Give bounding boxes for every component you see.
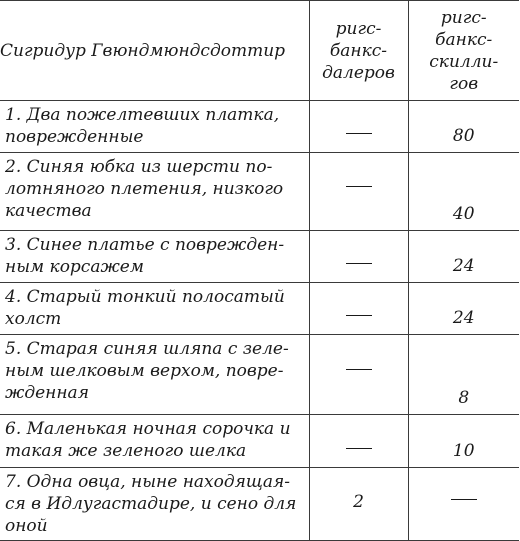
- item-description: [0, 335, 309, 415]
- item-line: ным шелковым верхом, повре-: [5, 361, 284, 381]
- item-description: [0, 283, 309, 335]
- item-description: [0, 468, 309, 541]
- table-row: [0, 335, 519, 415]
- item-line: 2. Синяя юбка из шерсти по-: [5, 157, 273, 177]
- skilling-header-line: банкс-: [435, 29, 493, 50]
- item-line: 6. Маленькая ночная сорочка и: [5, 419, 291, 439]
- daler-value: [309, 283, 408, 335]
- dash-mark: [346, 263, 372, 264]
- dash-mark: [346, 369, 372, 370]
- daler-header-line: далеров: [322, 62, 395, 83]
- table-row: [0, 101, 519, 153]
- table-header-row: [0, 1, 519, 101]
- daler-value: [309, 101, 408, 153]
- item-description: [0, 153, 309, 231]
- item-description: [0, 415, 309, 468]
- skilling-value: 8: [408, 335, 519, 415]
- skilling-value: 24: [408, 283, 519, 335]
- item-line: 5. Старая синяя шляпа с зеле-: [5, 339, 289, 359]
- item-line: 7. Одна овца, ныне находящая-: [5, 472, 291, 492]
- daler-header-line: ригс-: [335, 18, 382, 39]
- daler-column-header: [309, 1, 408, 101]
- table-row: [0, 283, 519, 335]
- item-line: такая же зеленого шелка: [5, 441, 247, 461]
- skilling-value: 80: [408, 101, 519, 153]
- skilling-value: [408, 468, 519, 541]
- item-line: качества: [5, 201, 92, 221]
- skilling-value: 24: [408, 231, 519, 283]
- daler-value: [309, 153, 408, 231]
- daler-value: [309, 231, 408, 283]
- table-row: [0, 231, 519, 283]
- skilling-value: 10: [408, 415, 519, 468]
- daler-value: [309, 415, 408, 468]
- skilling-column-header: [408, 1, 519, 101]
- owner-name-header: Сигридур Гвюндмюндсдоттир: [0, 1, 309, 101]
- daler-value: [309, 335, 408, 415]
- item-description: [0, 231, 309, 283]
- item-line: оной: [5, 516, 48, 536]
- item-line: поврежденные: [5, 127, 144, 147]
- dash-mark: [346, 315, 372, 316]
- item-line: лотняного плетения, низкого: [5, 179, 284, 199]
- skilling-value: 40: [408, 153, 519, 231]
- table-row: [0, 468, 519, 541]
- dash-mark: [451, 499, 477, 500]
- skilling-header-line: скилли-: [429, 51, 499, 72]
- item-line: ным корсажем: [5, 257, 144, 277]
- skilling-header-line: гов: [449, 73, 479, 94]
- item-line: 4. Старый тонкий полосатый: [5, 287, 285, 307]
- daler-header-line: банкс-: [329, 40, 388, 61]
- table-row: [0, 415, 519, 468]
- skilling-header-line: ригс-: [440, 7, 487, 28]
- dash-mark: [346, 448, 372, 449]
- item-line: жденная: [5, 383, 89, 403]
- item-description: [0, 101, 309, 153]
- item-line: холст: [5, 309, 62, 329]
- item-line: ся в Идлугастадире, и сено для: [5, 494, 297, 514]
- dash-mark: [346, 186, 372, 187]
- item-line: 3. Синее платье с поврежден-: [5, 235, 285, 255]
- dash-mark: [346, 133, 372, 134]
- daler-value: 2: [309, 468, 408, 541]
- table-row: [0, 153, 519, 231]
- item-line: 1. Два пожелтевших платка,: [5, 105, 280, 125]
